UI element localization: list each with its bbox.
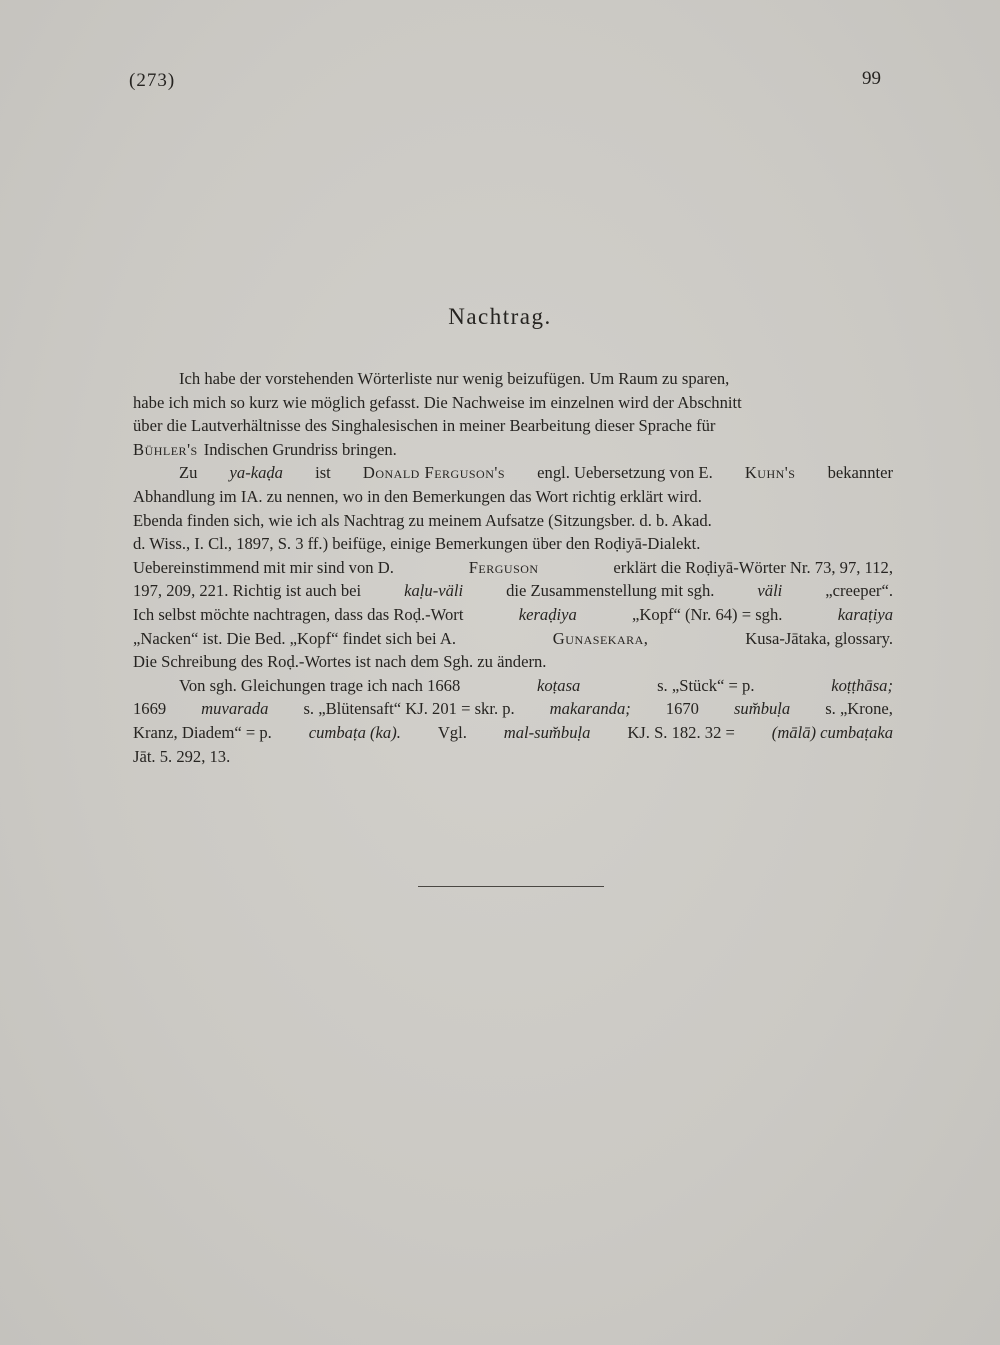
text-segment: bekannter xyxy=(827,463,893,483)
term: koṭasa xyxy=(537,675,581,695)
text-segment: „Nacken“ ist. Die Bed. „Kopf“ findet sich bei A. xyxy=(133,628,457,648)
text-segment: 197, 209, 221. Richtig ist auch bei xyxy=(133,581,362,601)
text-line xyxy=(133,461,893,485)
text-line xyxy=(133,509,893,533)
text-segment: Ebenda finden sich, wie ich als Nachtrag zu meinem Aufsatze (Sitzungsber. d. b. Akad. xyxy=(133,510,712,530)
author-name: Donald Ferguson's xyxy=(362,463,506,483)
text-line xyxy=(133,721,893,745)
text-line xyxy=(133,745,893,769)
text-segment: Die Schreibung des Roḍ.-Wortes ist nach dem Sgh. zu ändern. xyxy=(133,652,547,672)
text-segment: s. „Blütensaft“ KJ. 201 = skr. p. xyxy=(303,699,515,719)
author-name: Ferguson xyxy=(468,557,539,577)
term: ya-kaḍa xyxy=(229,463,283,483)
term: sum̆buḷa xyxy=(733,699,791,719)
text-segment: engl. Uebersetzung von E. xyxy=(537,463,713,483)
author-name: Kuhn's xyxy=(744,463,796,483)
text-segment: Jāt. 5. 292, 13. xyxy=(133,746,231,766)
term: keraḍiya xyxy=(518,604,577,624)
page-number-original: (273) xyxy=(129,70,176,91)
text-line xyxy=(133,627,893,651)
author-name: Bühler's xyxy=(133,439,198,459)
text-segment: Kranz, Diadem“ = p. xyxy=(133,722,272,742)
text-segment: Vgl. xyxy=(437,722,467,742)
text-segment: „Kopf“ (Nr. 64) = sgh. xyxy=(632,604,783,624)
text-segment: die Zusammenstellung mit sgh. xyxy=(506,581,715,601)
text-segment: Indischen Grundriss bringen. xyxy=(203,439,397,459)
text-segment: 1669 xyxy=(133,699,167,719)
text-line xyxy=(133,674,893,698)
text-line xyxy=(133,603,893,627)
text-line xyxy=(133,532,893,556)
text-line xyxy=(133,579,893,603)
text-segment: „creeper“. xyxy=(825,581,893,601)
text-segment: Von sgh. Gleichungen trage ich nach 1668 xyxy=(179,675,461,695)
text-segment: erklärt die Roḍiyā-Wörter Nr. 73, 97, 112, xyxy=(613,557,893,577)
text-segment: Abhandlung im IA. zu nennen, wo in den Bemerkungen das Wort richtig erklärt wird. xyxy=(133,486,702,506)
text-line xyxy=(133,697,893,721)
text-line xyxy=(133,485,893,509)
text-line xyxy=(133,367,893,391)
text-segment: über die Lautverhältnisse des Singhalesischen in meiner Bearbeitung dieser Sprache für xyxy=(133,416,716,436)
term: (mālā) cumbaṭaka xyxy=(771,722,893,742)
term: makaranda; xyxy=(549,699,631,719)
term: koṭṭhāsa; xyxy=(831,675,893,695)
text-line xyxy=(133,391,893,415)
text-segment: Uebereinstimmend mit mir sind von D. xyxy=(133,557,394,577)
body-text xyxy=(133,367,893,768)
text-line xyxy=(133,414,893,438)
text-segment: ist xyxy=(315,463,331,483)
text-segment: Ich selbst möchte nachtragen, dass das Roḍ.-Wort xyxy=(133,604,464,624)
text-line xyxy=(133,650,893,674)
term: muvarada xyxy=(201,699,269,719)
author-name: Gunasekara, xyxy=(552,628,649,648)
text-segment: Ich habe der vorstehenden Wörterliste nur wenig beizufügen. Um Raum zu sparen, xyxy=(179,369,730,388)
term: kaḷu-väli xyxy=(404,581,464,601)
text-segment: s. „Krone, xyxy=(825,699,893,719)
term: mal-sum̆buḷa xyxy=(503,722,591,742)
text-line xyxy=(133,438,893,462)
text-segment: Kusa-Jātaka, glossary. xyxy=(745,628,893,648)
text-segment: 1670 xyxy=(665,699,699,719)
text-segment: Zu xyxy=(179,463,198,483)
term: väli xyxy=(757,581,783,601)
page-number: 99 xyxy=(862,68,881,89)
text-segment: d. Wiss., I. Cl., 1897, S. 3 ff.) beifüge, einige Bemerkungen über den Roḍiyā-Dialekt. xyxy=(133,534,701,554)
text-line xyxy=(133,556,893,580)
text-segment: habe ich mich so kurz wie möglich gefasst. Die Nachweise im einzelnen wird der Abschnitt xyxy=(133,392,742,412)
horizontal-rule xyxy=(418,886,604,887)
term: karaṭiya xyxy=(837,604,893,624)
text-segment: KJ. S. 182. 32 = xyxy=(627,722,735,742)
term: cumbaṭa (ka). xyxy=(308,722,401,742)
text-segment: s. „Stück“ = p. xyxy=(657,675,755,695)
section-heading: Nachtrag. xyxy=(448,304,552,329)
